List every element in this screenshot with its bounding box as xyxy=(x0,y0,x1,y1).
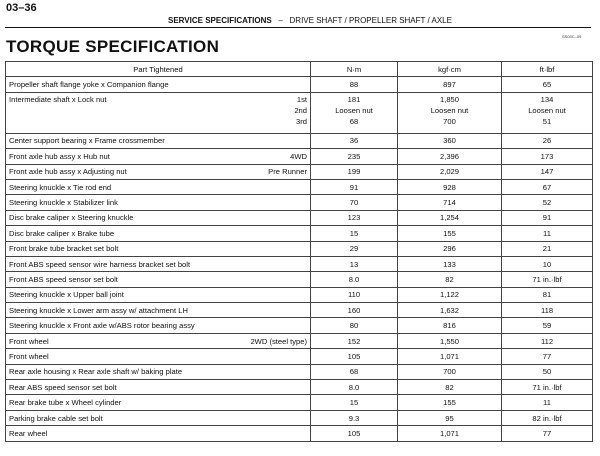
table-row xyxy=(6,287,593,302)
cell-kgfcm: 1,254 xyxy=(398,210,502,225)
cell-ftlbf: 26 xyxy=(502,133,593,148)
part-name: Front brake tube bracket set bolt xyxy=(9,244,119,254)
header-rule xyxy=(5,27,591,28)
part-name: Intermediate shaft x Lock nut xyxy=(9,94,107,104)
part-name: Steering knuckle x Tie rod end xyxy=(9,182,112,192)
table-row xyxy=(6,380,593,395)
cell-part xyxy=(6,364,311,379)
page-title: TORQUE SPECIFICATION xyxy=(6,37,220,56)
cell-ftlbf: 112 xyxy=(502,333,593,348)
cell-kgfcm: 155 xyxy=(398,395,502,410)
part-name: Rear ABS speed sensor set bolt xyxy=(9,382,117,392)
cell-nm: 105 xyxy=(311,349,398,364)
cell-ftlbf: 173 xyxy=(502,149,593,164)
cell-nm: 105 xyxy=(311,426,398,441)
cell-kgfcm: 714 xyxy=(398,195,502,210)
running-header xyxy=(168,16,452,25)
cell-part xyxy=(6,426,311,441)
cell-part xyxy=(6,164,311,179)
step-value: 51 xyxy=(542,117,552,127)
table-row xyxy=(6,318,593,333)
cell-part xyxy=(6,92,311,133)
cell-nm: 123 xyxy=(311,210,398,225)
cell-kgfcm: 133 xyxy=(398,256,502,271)
cell-ftlbf: 77 xyxy=(502,349,593,364)
header-ftlbf: ft·lbf xyxy=(502,62,593,77)
cell-kgfcm: 1,632 xyxy=(398,303,502,318)
step-value: 68 xyxy=(349,117,359,127)
cell-kgfcm: 816 xyxy=(398,318,502,333)
cell-nm: 80 xyxy=(311,318,398,333)
cell-ftlbf: 50 xyxy=(502,364,593,379)
table-row xyxy=(6,241,593,256)
cell-kgfcm: 1,071 xyxy=(398,349,502,364)
part-name: Front wheel xyxy=(9,351,49,361)
cell-kgfcm: 897 xyxy=(398,77,502,92)
part-name: Front ABS speed sensor wire harness bracket set bolt xyxy=(9,259,191,269)
cell-nm: 36 xyxy=(311,133,398,148)
part-note: 2WD (steel type) xyxy=(250,336,307,346)
header-section: SERVICE SPECIFICATIONS xyxy=(168,16,272,25)
part-name: Center support bearing x Frame crossmember xyxy=(9,136,165,146)
header-separator: – xyxy=(278,16,283,25)
step-value: 181 xyxy=(347,94,361,104)
cell-part xyxy=(6,77,311,92)
cell-ftlbf: 52 xyxy=(502,195,593,210)
cell-ftlbf: 11 xyxy=(502,395,593,410)
cell-ftlbf: 82 in.·lbf xyxy=(502,410,593,425)
cell-kgfcm: 928 xyxy=(398,179,502,194)
page-number: 03–36 xyxy=(6,2,37,14)
table-row xyxy=(6,226,593,241)
part-name: Rear axle housing x Rear axle shaft w/ baking plate xyxy=(9,367,183,377)
step-value: Loosen nut xyxy=(430,106,469,116)
part-name: Disc brake caliper x Steering knuckle xyxy=(9,213,134,223)
part-name: Steering knuckle x Upper ball joint xyxy=(9,290,124,300)
cell-kgfcm: 95 xyxy=(398,410,502,425)
cell-kgfcm: 82 xyxy=(398,272,502,287)
cell-kgfcm: 2,029 xyxy=(398,164,502,179)
part-name: Parking brake cable set bolt xyxy=(9,413,103,423)
torque-spec-table xyxy=(5,61,593,442)
cell-nm: 15 xyxy=(311,395,398,410)
cell-part xyxy=(6,333,311,348)
cell-ftlbf: 59 xyxy=(502,318,593,333)
cell-nm: 15 xyxy=(311,226,398,241)
table-row xyxy=(6,149,593,164)
cell-kgfcm: 1,550 xyxy=(398,333,502,348)
part-name: Front axle hub assy x Hub nut xyxy=(9,151,110,161)
cell-kgfcm: 155 xyxy=(398,226,502,241)
header-kgfcm: kgf·cm xyxy=(398,62,502,77)
part-name: Front axle hub assy x Adjusting nut xyxy=(9,167,127,177)
cell-part xyxy=(6,303,311,318)
part-name: Propeller shaft flange yoke x Companion flange xyxy=(9,80,169,90)
part-name: Rear brake tube x Wheel cylinder xyxy=(9,398,122,408)
cell-part xyxy=(6,133,311,148)
cell-nm: 199 xyxy=(311,164,398,179)
cell-nm xyxy=(311,92,398,133)
table-row xyxy=(6,210,593,225)
cell-kgfcm xyxy=(398,92,502,133)
cell-nm: 70 xyxy=(311,195,398,210)
cell-nm: 8.0 xyxy=(311,380,398,395)
header-nm: N·m xyxy=(311,62,398,77)
step-label: 3rd xyxy=(296,117,307,127)
step-value: 1,850 xyxy=(439,94,459,104)
cell-nm: 8.0 xyxy=(311,272,398,287)
cell-kgfcm: 1,071 xyxy=(398,426,502,441)
cell-ftlbf: 21 xyxy=(502,241,593,256)
table-row xyxy=(6,77,593,92)
cell-ftlbf: 81 xyxy=(502,287,593,302)
header-part: Part Tightened xyxy=(6,62,311,77)
cell-ftlbf: 77 xyxy=(502,426,593,441)
cell-ftlbf: 10 xyxy=(502,256,593,271)
cell-ftlbf: 147 xyxy=(502,164,593,179)
step-label: 1st xyxy=(296,94,307,104)
cell-nm: 9.3 xyxy=(311,410,398,425)
part-note: 4WD xyxy=(290,151,307,161)
cell-nm: 68 xyxy=(311,364,398,379)
step-value: Loosen nut xyxy=(528,106,566,116)
step-value: 134 xyxy=(540,94,554,104)
cell-part xyxy=(6,241,311,256)
table-row xyxy=(6,133,593,148)
cell-part xyxy=(6,149,311,164)
table-row xyxy=(6,364,593,379)
cell-part xyxy=(6,349,311,364)
cell-part xyxy=(6,226,311,241)
cell-part xyxy=(6,287,311,302)
part-name: Steering knuckle x Front axle w/ABS rotor bearing assy xyxy=(9,321,195,331)
part-name: Front ABS speed sensor set bolt xyxy=(9,274,118,284)
cell-nm: 29 xyxy=(311,241,398,256)
part-name: Disc brake caliper x Brake tube xyxy=(9,228,115,238)
cell-ftlbf: 71 in.·lbf xyxy=(502,272,593,287)
table-row xyxy=(6,92,593,133)
cell-nm: 160 xyxy=(311,303,398,318)
cell-part xyxy=(6,256,311,271)
cell-part xyxy=(6,179,311,194)
table-row xyxy=(6,272,593,287)
step-labels xyxy=(294,94,307,128)
table-row xyxy=(6,164,593,179)
cell-kgfcm: 2,396 xyxy=(398,149,502,164)
cell-part xyxy=(6,272,311,287)
cell-ftlbf xyxy=(502,92,593,133)
cell-ftlbf: 91 xyxy=(502,210,593,225)
table-row xyxy=(6,303,593,318)
cell-nm: 152 xyxy=(311,333,398,348)
cell-nm: 110 xyxy=(311,287,398,302)
cell-part xyxy=(6,380,311,395)
step-label: 2nd xyxy=(294,106,307,116)
cell-part xyxy=(6,195,311,210)
table-row xyxy=(6,195,593,210)
part-note: Pre Runner xyxy=(268,167,307,177)
step-value: Loosen nut xyxy=(335,106,373,116)
table-row xyxy=(6,395,593,410)
table-row xyxy=(6,256,593,271)
cell-ftlbf: 65 xyxy=(502,77,593,92)
table-header-row xyxy=(6,62,593,77)
table-row xyxy=(6,426,593,441)
part-name: Steering knuckle x Lower arm assy w/ attachment LH xyxy=(9,305,188,315)
table-row xyxy=(6,333,593,348)
cell-part xyxy=(6,395,311,410)
cell-part xyxy=(6,410,311,425)
header-subsection: DRIVE SHAFT / PROPELLER SHAFT / AXLE xyxy=(289,16,452,25)
step-value: 700 xyxy=(443,117,456,127)
cell-kgfcm: 700 xyxy=(398,364,502,379)
cell-nm: 88 xyxy=(311,77,398,92)
table-row xyxy=(6,410,593,425)
table-row xyxy=(6,349,593,364)
cell-nm: 235 xyxy=(311,149,398,164)
part-name: Rear wheel xyxy=(9,428,48,438)
cell-part xyxy=(6,318,311,333)
cell-nm: 13 xyxy=(311,256,398,271)
table-row xyxy=(6,179,593,194)
cell-kgfcm: 296 xyxy=(398,241,502,256)
document-code: SS03C–09 xyxy=(562,34,582,39)
part-name: Steering knuckle x Stabilizer link xyxy=(9,198,118,208)
cell-ftlbf: 118 xyxy=(502,303,593,318)
cell-ftlbf: 71 in.·lbf xyxy=(502,380,593,395)
cell-part xyxy=(6,210,311,225)
cell-ftlbf: 67 xyxy=(502,179,593,194)
part-name: Front wheel xyxy=(9,336,49,346)
cell-ftlbf: 11 xyxy=(502,226,593,241)
cell-nm: 91 xyxy=(311,179,398,194)
cell-kgfcm: 1,122 xyxy=(398,287,502,302)
cell-kgfcm: 360 xyxy=(398,133,502,148)
cell-kgfcm: 82 xyxy=(398,380,502,395)
